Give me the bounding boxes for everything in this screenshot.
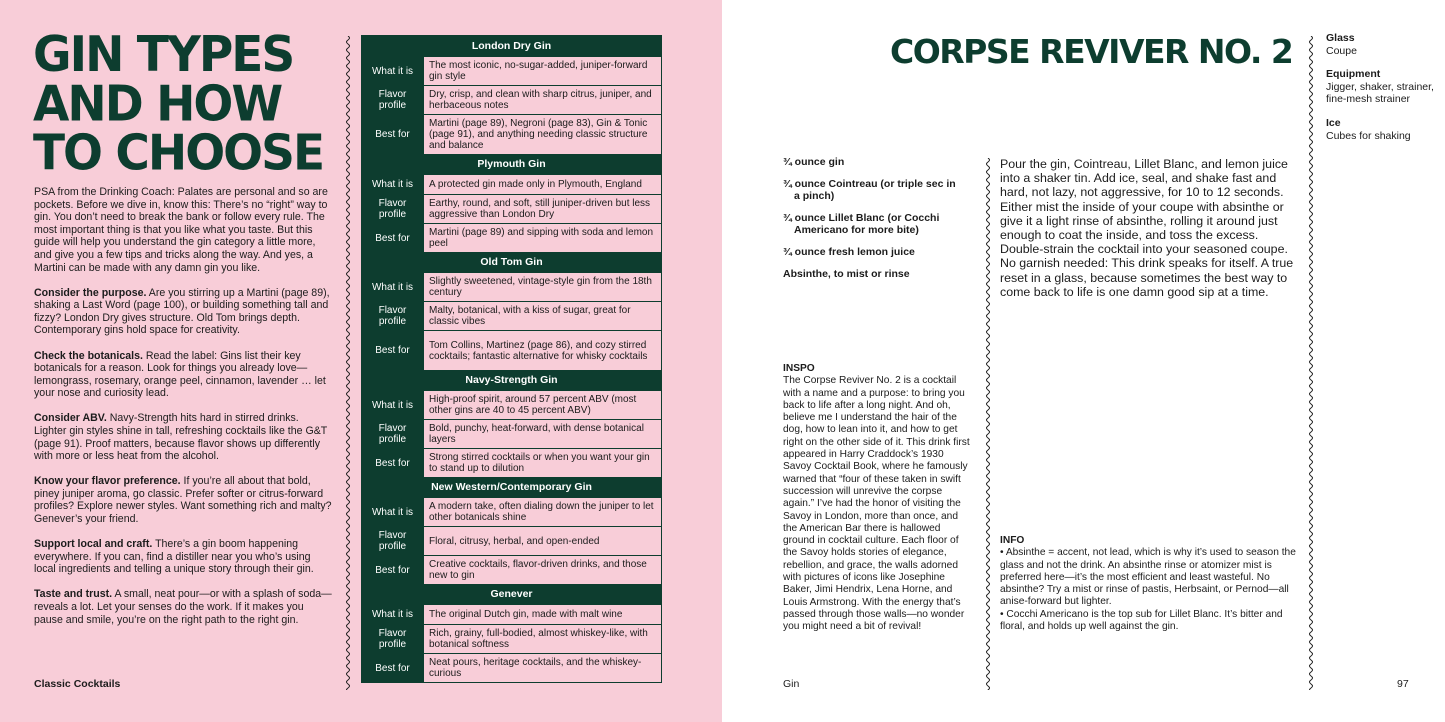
table-row [362, 223, 661, 252]
row-value: Dry, crisp, and clean with sharp citrus, juniper, and herbaceous notes [423, 86, 661, 114]
row-label: Best for [362, 224, 423, 252]
row-label: What it is [362, 605, 423, 624]
recipe-sidebar [1326, 32, 1436, 153]
info-label: INFO [1000, 535, 1025, 546]
table-row [362, 194, 661, 223]
tip-heading: Taste and trust. [34, 588, 113, 601]
table-row [362, 390, 661, 419]
table-row [362, 114, 661, 154]
sidebar-label: Ice [1326, 116, 1341, 129]
row-value: Martini (page 89) and sipping with soda and lemon peel [423, 224, 661, 252]
right-page [722, 0, 1445, 722]
sidebar-equipment [1326, 68, 1436, 106]
info-item: • Cocchi Americano is the top sub for Lillet Blanc. It’s bitter and floral, and holds up well against the gin. [1000, 608, 1283, 633]
gin-type-header: Old Tom Gin [362, 252, 661, 272]
row-label: Flavor profile [362, 625, 423, 653]
ingredients-list [783, 156, 958, 289]
row-value: Martini (page 89), Negroni (page 83), Gin & Tonic (page 91), and anything needing classic structure and balance [423, 115, 661, 154]
row-value: A protected gin made only in Plymouth, England [423, 175, 661, 194]
sidebar-value: Cubes for shaking [1326, 129, 1411, 142]
table-row [362, 174, 661, 194]
intro-text-block [34, 186, 334, 639]
tip-paragraph [34, 350, 334, 400]
sidebar-label: Glass [1326, 32, 1355, 44]
gin-type-header: Plymouth Gin [362, 154, 661, 174]
row-value: Malty, botanical, with a kiss of sugar, great for classic vibes [423, 302, 661, 330]
row-label: What it is [362, 391, 423, 419]
tip-text: If you’re all about that bold, piney juniper aroma, go classic. Prefer softer or citrus-forward profiles? Explore newer styles. Want something rich and malty? Genever’s your friend. [34, 475, 332, 526]
tip-text: A small, neat pour—or with a splash of soda—reveals a lot. Let your senses do the work. If it makes you pause and smile, you’re on the right path to the right gin. [34, 588, 332, 626]
footer-book-section: Classic Cocktails [34, 678, 121, 690]
tip-paragraph [34, 538, 334, 576]
ingredient-item: ¾ ounce Cointreau (or triple sec in a pinch) [783, 177, 956, 203]
row-label: Flavor profile [362, 420, 423, 448]
row-value: Floral, citrusy, herbal, and open-ended [423, 527, 661, 555]
ingredient-item: Absinthe, to mist or rinse [783, 267, 910, 280]
table-row [362, 653, 661, 682]
row-label: What it is [362, 175, 423, 194]
gin-type-header: New Western/Contemporary Gin [362, 477, 661, 497]
row-label: Best for [362, 556, 423, 584]
title-line: TO CHOOSE [33, 124, 324, 183]
tip-paragraph [34, 412, 334, 462]
info-list [1000, 547, 1305, 633]
row-value: The original Dutch gin, made with malt wine [423, 605, 661, 624]
inspo-section [783, 363, 973, 634]
tip-text: Are you stirring up a Martini (page 89), shaking a Last Word (page 100), or building something tall and fizzy? London Dry gives structure. Old Tom brings depth. Contemporary gins hold space for creativity. [34, 286, 330, 337]
intro-paragraph: PSA from the Drinking Coach: Palates are personal and so are pockets. Before we dive in, know this: There’s no “right” way to gin. You don’t need to break the bank or follow every rule. The most important thing is that you like what you taste. But this guide will help you understand the gin category a little more, and give you a few tips and tricks along the way. And yes, a Martini can be made with any damn gin you like. [34, 186, 328, 274]
row-value: Creative cocktails, flavor-driven drinks, and those new to gin [423, 556, 661, 584]
title-line: AND HOW [33, 75, 282, 133]
row-label: What it is [362, 498, 423, 526]
table-row [362, 56, 661, 85]
row-value: The most iconic, no-sugar-added, juniper-forward gin style [423, 57, 661, 85]
footer-section-name: Gin [783, 678, 800, 690]
row-value: Earthy, round, and soft, still juniper-driven but less aggressive than London Dry [423, 195, 661, 223]
row-label: Flavor profile [362, 302, 423, 330]
tip-paragraph [34, 588, 334, 626]
row-value: Tom Collins, Martinez (page 86), and cozy stirred cocktails; fantastic alternative for whisky cocktails [423, 331, 661, 370]
table-row [362, 604, 661, 624]
ingredient-item: ¾ ounce gin [783, 156, 845, 168]
gin-type-header: Genever [362, 584, 661, 604]
table-row [362, 330, 661, 370]
tip-text: Navy-Strength hits hard in stirred drinks. Lighter gin styles shine in tall, refreshing cocktails like the G&T (page 91). Proof matters, because flavor shows up differently with more or less heat from the alcohol. [34, 412, 328, 463]
table-row [362, 301, 661, 330]
ingredient-item: ¾ ounce Lillet Blanc (or Cocchi Americano for more bite) [783, 211, 940, 237]
row-value: Slightly sweetened, vintage-style gin from the 18th century [423, 273, 661, 301]
sidebar-label: Equipment [1326, 68, 1381, 81]
table-row [362, 419, 661, 448]
inspo-label: INSPO [783, 363, 815, 374]
row-value: Neat pours, heritage cocktails, and the whiskey-curious [423, 654, 661, 682]
tip-paragraph [34, 287, 334, 337]
sidebar-value: Coupe [1326, 44, 1357, 57]
table-row [362, 272, 661, 301]
left-page [0, 0, 722, 722]
row-label: Flavor profile [362, 86, 423, 114]
wavy-divider-right [984, 158, 992, 690]
table-row [362, 85, 661, 114]
info-item: • Absinthe = accent, not lead, which is why it’s used to season the glass and not the drink. An absinthe rinse or atomizer mist is preferred here—it’s the most efficient and least wasteful. No absinthe? Try a mist or rinse of pastis, Herbsaint, or Pernod—all anise-forward but lighter. [1000, 547, 1296, 608]
row-label: Best for [362, 654, 423, 682]
gin-types-table [361, 35, 662, 683]
table-row [362, 448, 661, 477]
row-label: Best for [362, 115, 423, 154]
wavy-divider-sidebar [1307, 36, 1315, 690]
row-label: What it is [362, 57, 423, 85]
page-number: 97 [1397, 678, 1409, 690]
sidebar-value: Jigger, shaker, strainer, fine-mesh strainer [1326, 80, 1434, 106]
row-label: Flavor profile [362, 195, 423, 223]
ingredient-item: ¾ ounce fresh lemon juice [783, 245, 915, 258]
row-value: Bold, punchy, heat-forward, with dense botanical layers [423, 420, 661, 448]
gin-type-header: Navy-Strength Gin [362, 370, 661, 390]
method-text: Pour the gin, Cointreau, Lillet Blanc, and lemon juice into a shaker tin. Add ice, seal, and shake fast and hard, not lazy, not aggressive, for 10 to 12 seconds. Either mist the inside of your coupe with absinthe or give it a light rinse of absinthe, rolling it around just enough to coat the inside, and toss the excess. Double-strain the cocktail into your seasoned coupe. No garnish needed: This drink speaks for itself. A true reset in a glass, because sometimes the best way to come back to life is one damn good sip at a time. [1000, 157, 1294, 299]
title-line: GIN TYPES [33, 25, 294, 84]
row-label: Flavor profile [362, 527, 423, 555]
gin-type-header: London Dry Gin [362, 36, 661, 56]
row-label: Best for [362, 449, 423, 477]
table-row [362, 526, 661, 555]
wavy-divider-left [344, 36, 352, 690]
tip-heading: Check the botanicals. [34, 349, 143, 362]
info-section [1000, 535, 1305, 633]
tip-heading: Consider ABV. [34, 412, 107, 425]
wavy-line [347, 36, 350, 690]
wavy-line [1310, 36, 1313, 690]
wavy-line [987, 158, 990, 690]
sidebar-ice [1326, 117, 1436, 142]
table-row [362, 555, 661, 584]
row-label: Best for [362, 331, 423, 370]
row-label: What it is [362, 273, 423, 301]
inspo-text: The Corpse Reviver No. 2 is a cocktail with a name and a purpose: to bring you back to life after a long night. And oh, believe me I understand the hair of the dog, how to lean into it, and how to get right on the other side of it. This drink first appeared in Harry Craddock’s 1930 Savoy Cocktail Book, where he famously warned that “four of these taken in swift succession will unrevive the corpse again.” I’ve had the honor of visiting the Savoy in London, more than once, and the American Bar there is hallowed ground in cocktail culture. Each floor of the Savoy holds stories of elegance, rebellion, and grace, the walls adorned with pictures of icons like Josephine Baker, Jimi Hendrix, Lena Horne, and Louis Armstrong. With the energy that’s passed through those walls—no wonder you might need a bit of revival! [783, 375, 970, 633]
tip-heading: Support local and craft. [34, 538, 153, 551]
row-value: Strong stirred cocktails or when you want your gin to stand up to dilution [423, 449, 661, 477]
sidebar-glass [1326, 32, 1436, 57]
recipe-title: CORPSE REVIVER NO. 2 [890, 32, 1293, 71]
row-value: A modern take, often dialing down the juniper to let other botanicals shine [423, 498, 661, 526]
row-value: Rich, grainy, full-bodied, almost whiskey-like, with botanical softness [423, 625, 661, 653]
tip-text: There’s a gin boom happening everywhere. If you can, find a distiller near you who’s using local ingredients and telling a unique story through their gin. [34, 538, 314, 576]
tip-heading: Consider the purpose. [34, 286, 147, 299]
left-page-title [33, 25, 333, 183]
table-row [362, 497, 661, 526]
tip-text: Read the label: Gins list their key botanicals for a reason. Look for things you already love—lemongrass, rosemary, orange peel, cinnamon, lavender … let your nose and curiosity lead. [34, 349, 326, 400]
row-value: High-proof spirit, around 57 percent ABV (most other gins are 40 to 45 percent ABV) [423, 391, 661, 419]
tip-paragraph [34, 475, 334, 525]
table-row [362, 624, 661, 653]
tip-heading: Know your flavor preference. [34, 475, 181, 488]
